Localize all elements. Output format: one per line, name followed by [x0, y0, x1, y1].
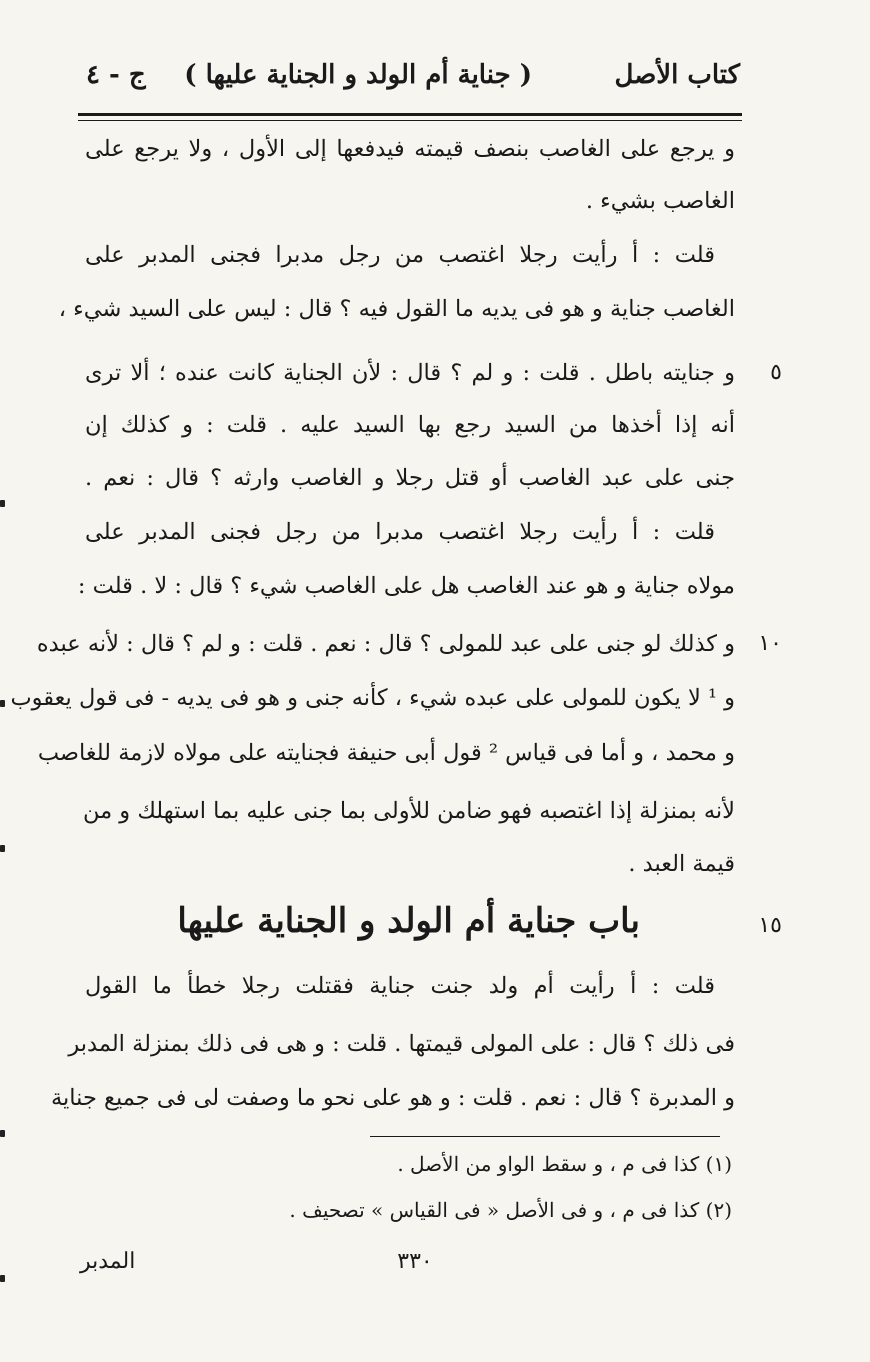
text-line: الغاصب جناية و هو فى يديه ما القول فيه ؟ قال : ليس على السيد شيء ، — [58, 296, 735, 322]
line-number-5: ٥ — [770, 360, 782, 385]
text-line: و محمد ، و أما فى قياس ² قول أبى حنيفة فجنايته على مولاه لازمة للغاصب — [37, 740, 735, 766]
book-title: كتاب الأصل — [614, 60, 740, 90]
volume-label: ج - ٤ — [86, 60, 146, 90]
text-line: و كذلك لو جنى على عبد للمولى ؟ قال : نعم . قلت : و لم ؟ قال : لأنه عبده — [36, 631, 735, 657]
text-line: و المدبرة ؟ قال : نعم . قلت : و هو على نحو ما وصفت لى فى جميع جناية — [50, 1085, 735, 1111]
chapter-title: ( جناية أم الولد و الجناية عليها ) — [184, 60, 532, 90]
section-heading: باب جناية أم الولد و الجناية عليها — [177, 901, 640, 941]
scan-speck — [0, 1130, 5, 1137]
text-line: و ¹ لا يكون للمولى على عبده شيء ، كأنه جنى و هو فى يديه - فى قول يعقوب — [10, 685, 735, 711]
footnote-1: (١) كذا فى م ، و سقط الواو من الأصل . — [397, 1152, 732, 1176]
page-number: ٣٣٠ — [397, 1249, 433, 1274]
line-number-15: ١٥ — [758, 913, 782, 938]
scan-speck — [0, 700, 5, 707]
text-line: مولاه جناية و هو عند الغاصب هل على الغاصب شيء ؟ قال : لا . قلت : — [77, 573, 735, 599]
running-header — [80, 58, 740, 102]
header-rule-thin — [78, 120, 742, 121]
scan-speck — [0, 1275, 5, 1282]
text-line: و يرجع على الغاصب بنصف قيمته فيدفعها إلى الأول ، ولا يرجع على — [85, 136, 735, 162]
header-rule-thick — [78, 113, 742, 116]
text-line: الغاصب بشيء . — [585, 188, 735, 214]
catchword: المدبر — [80, 1249, 136, 1274]
text-line: فى ذلك ؟ قال : على المولى قيمتها . قلت : و هى فى ذلك بمنزلة المدبر — [68, 1031, 735, 1057]
text-line: قلت : أ رأيت أم ولد جنت جناية فقتلت رجلا خطأ ما القول — [85, 973, 715, 999]
text-line: جنى على عبد الغاصب أو قتل رجلا و الغاصب وارثه ؟ قال : نعم . — [85, 465, 735, 491]
text-line: قيمة العبد . — [628, 851, 735, 877]
line-number-10: ١٠ — [758, 631, 782, 656]
footnote-rule — [370, 1136, 720, 1137]
scan-speck — [0, 845, 5, 852]
text-line: قلت : أ رأيت رجلا اغتصب من رجل مدبرا فجنى المدبر على — [85, 242, 715, 268]
text-line: لأنه بمنزلة إذا اغتصبه فهو ضامن للأولى بما جنى عليه بما استهلك و من — [82, 798, 735, 824]
text-line: قلت : أ رأيت رجلا اغتصب مدبرا من رجل فجنى المدبر على — [85, 519, 715, 545]
text-line: أنه إذا أخذها من السيد رجع بها السيد عليه . قلت : و كذلك إن — [85, 412, 735, 438]
footnote-2: (٢) كذا فى م ، و فى الأصل « فى القياس » تصحيف . — [289, 1198, 732, 1222]
scan-speck — [0, 500, 5, 507]
text-line: و جنايته باطل . قلت : و لم ؟ قال : لأن الجناية كانت عنده ؛ ألا ترى — [85, 360, 735, 386]
